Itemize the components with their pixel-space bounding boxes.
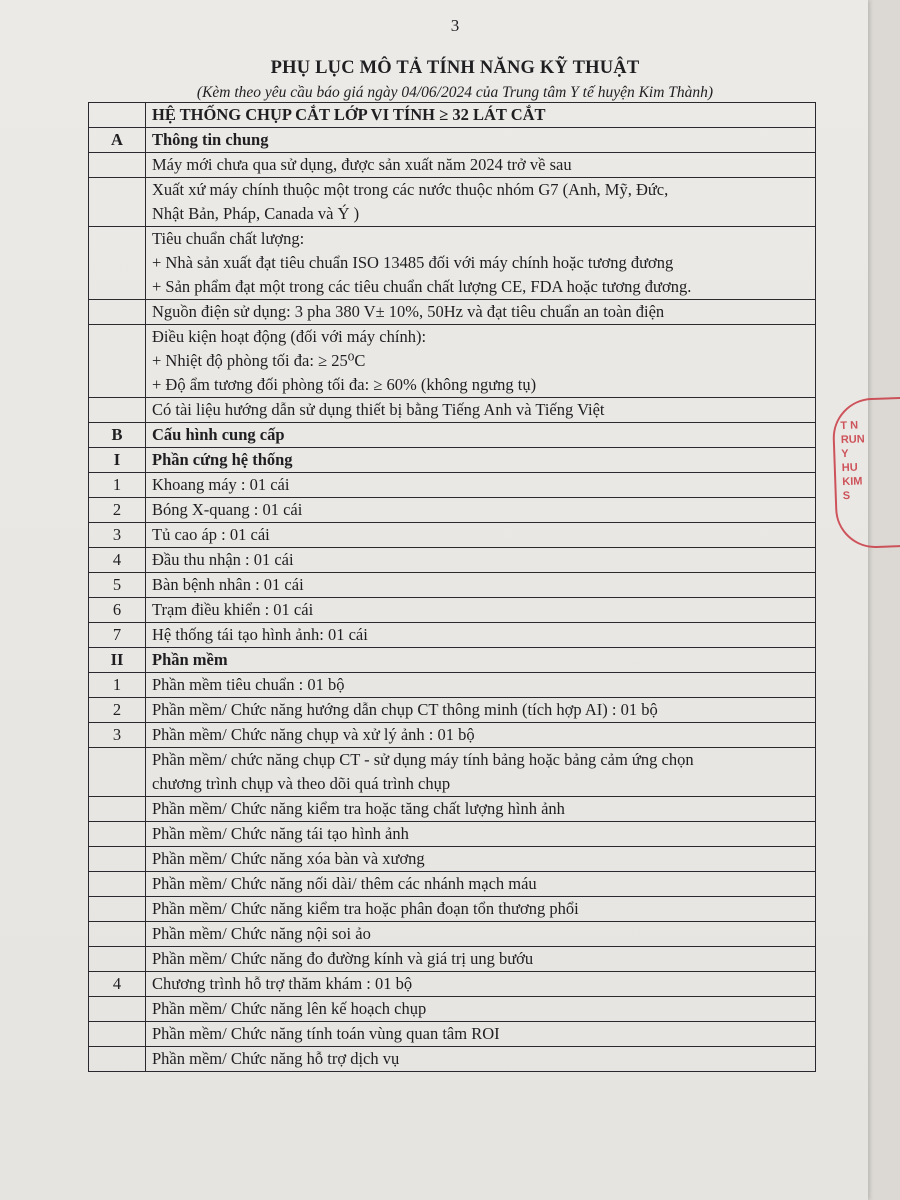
stamp-text-line: RUN bbox=[840, 433, 865, 447]
row-index-cell bbox=[89, 300, 146, 325]
row-description-cell: Phần mềm tiêu chuẩn : 01 bộ bbox=[146, 673, 816, 698]
row-index-cell bbox=[89, 153, 146, 178]
table-row bbox=[89, 922, 816, 947]
row-index-cell bbox=[89, 325, 146, 398]
table-row bbox=[89, 897, 816, 922]
row-description-cell: HỆ THỐNG CHỤP CẮT LỚP VI TÍNH ≥ 32 LÁT CẮT bbox=[146, 103, 816, 128]
table-row bbox=[89, 153, 816, 178]
table-row bbox=[89, 648, 816, 673]
row-index-cell bbox=[89, 1022, 146, 1047]
row-description-cell: Bóng X-quang : 01 cái bbox=[146, 498, 816, 523]
table-row bbox=[89, 523, 816, 548]
table-row bbox=[89, 227, 816, 300]
row-index-cell bbox=[89, 748, 146, 797]
row-index-cell: 3 bbox=[89, 523, 146, 548]
row-description-cell: Phần mềm/ Chức năng xóa bàn và xương bbox=[146, 847, 816, 872]
row-description-cell: Nguồn điện sử dụng: 3 pha 380 V± 10%, 50Hz và đạt tiêu chuẩn an toàn điện bbox=[146, 300, 816, 325]
row-index-cell bbox=[89, 922, 146, 947]
table-row bbox=[89, 473, 816, 498]
row-index-cell: A bbox=[89, 128, 146, 153]
stamp-text-line: S bbox=[842, 489, 851, 503]
row-index-cell bbox=[89, 797, 146, 822]
row-description-cell: Phần mềm/ Chức năng tính toán vùng quan tâm ROI bbox=[146, 1022, 816, 1047]
table-row bbox=[89, 972, 816, 997]
row-description-cell: Phần mềm/ Chức năng hướng dẫn chụp CT thông minh (tích hợp AI) : 01 bộ bbox=[146, 698, 816, 723]
row-index-cell: 3 bbox=[89, 723, 146, 748]
page-number: 3 bbox=[450, 16, 460, 35]
row-description-cell: Hệ thống tái tạo hình ảnh: 01 cái bbox=[146, 623, 816, 648]
row-description-cell: Chương trình hỗ trợ thăm khám : 01 bộ bbox=[146, 972, 816, 997]
row-index-cell: 5 bbox=[89, 573, 146, 598]
row-index-cell: 6 bbox=[89, 598, 146, 623]
row-description-cell: Phần mềm/ Chức năng kiểm tra hoặc tăng chất lượng hình ảnh bbox=[146, 797, 816, 822]
document-title: PHỤ LỤC MÔ TẢ TÍNH NĂNG KỸ THUẬT bbox=[270, 58, 640, 78]
row-description-cell: Phần cứng hệ thống bbox=[146, 448, 816, 473]
row-index-cell: 1 bbox=[89, 473, 146, 498]
row-description-cell: Phần mềm/ chức năng chụp CT - sử dụng máy tính bảng hoặc bảng cảm ứng chọn chương trình chụp và theo dõi quá trình chụp bbox=[146, 748, 816, 797]
row-index-cell: 2 bbox=[89, 698, 146, 723]
row-description-cell: Điều kiện hoạt động (đối với máy chính): + Nhiệt độ phòng tối đa: ≥ 25⁰C + Độ ẩm tương đối phòng tối đa: ≥ 60% (không ngưng tụ) bbox=[146, 325, 816, 398]
table-row bbox=[89, 548, 816, 573]
row-description-cell: Khoang máy : 01 cái bbox=[146, 473, 816, 498]
table-row bbox=[89, 623, 816, 648]
row-description-cell: Thông tin chung bbox=[146, 128, 816, 153]
table-row bbox=[89, 498, 816, 523]
row-index-cell: 7 bbox=[89, 623, 146, 648]
table-row bbox=[89, 573, 816, 598]
row-description-cell: Phần mềm/ Chức năng hỗ trợ dịch vụ bbox=[146, 1047, 816, 1072]
row-index-cell bbox=[89, 1047, 146, 1072]
table-row bbox=[89, 797, 816, 822]
row-index-cell bbox=[89, 227, 146, 300]
row-index-cell: 4 bbox=[89, 548, 146, 573]
table-row bbox=[89, 128, 816, 153]
row-index-cell: II bbox=[89, 648, 146, 673]
table-row bbox=[89, 698, 816, 723]
row-description-cell: Cấu hình cung cấp bbox=[146, 423, 816, 448]
spec-table bbox=[88, 102, 816, 1072]
table-row bbox=[89, 325, 816, 398]
table-row bbox=[89, 723, 816, 748]
table-row bbox=[89, 673, 816, 698]
row-description-cell: Đầu thu nhận : 01 cái bbox=[146, 548, 816, 573]
row-description-cell: Máy mới chưa qua sử dụng, được sản xuất năm 2024 trở về sau bbox=[146, 153, 816, 178]
stamp-text-line: Y bbox=[841, 447, 849, 461]
row-index-cell bbox=[89, 398, 146, 423]
row-description-cell: Phần mềm/ Chức năng chụp và xử lý ảnh : 01 bộ bbox=[146, 723, 816, 748]
row-index-cell: B bbox=[89, 423, 146, 448]
row-description-cell: Phần mềm/ Chức năng kiểm tra hoặc phân đoạn tổn thương phổi bbox=[146, 897, 816, 922]
row-index-cell bbox=[89, 178, 146, 227]
row-index-cell: 2 bbox=[89, 498, 146, 523]
row-description-cell: Xuất xứ máy chính thuộc một trong các nước thuộc nhóm G7 (Anh, Mỹ, Đức, Nhật Bản, Pháp, Canada và Ý ) bbox=[146, 178, 816, 227]
table-row bbox=[89, 997, 816, 1022]
row-index-cell bbox=[89, 947, 146, 972]
row-description-cell: Tủ cao áp : 01 cái bbox=[146, 523, 816, 548]
table-row bbox=[89, 822, 816, 847]
row-index-cell: 4 bbox=[89, 972, 146, 997]
stamp-text-line: T N bbox=[840, 419, 859, 433]
stamp-text-line: HU bbox=[841, 461, 858, 475]
table-row bbox=[89, 872, 816, 897]
spec-table-body bbox=[89, 103, 816, 1072]
row-description-cell: Phần mềm/ Chức năng nội soi ảo bbox=[146, 922, 816, 947]
row-description-cell: Bàn bệnh nhân : 01 cái bbox=[146, 573, 816, 598]
table-row bbox=[89, 1022, 816, 1047]
table-row bbox=[89, 598, 816, 623]
table-row bbox=[89, 178, 816, 227]
row-description-cell: Có tài liệu hướng dẫn sử dụng thiết bị bằng Tiếng Anh và Tiếng Việt bbox=[146, 398, 816, 423]
row-index-cell bbox=[89, 103, 146, 128]
table-row bbox=[89, 847, 816, 872]
row-index-cell: I bbox=[89, 448, 146, 473]
row-description-cell: Phần mềm bbox=[146, 648, 816, 673]
row-description-cell: Trạm điều khiển : 01 cái bbox=[146, 598, 816, 623]
table-row bbox=[89, 398, 816, 423]
row-description-cell: Phần mềm/ Chức năng nối dài/ thêm các nhánh mạch máu bbox=[146, 872, 816, 897]
table-row bbox=[89, 1047, 816, 1072]
row-index-cell bbox=[89, 997, 146, 1022]
row-description-cell: Phần mềm/ Chức năng tái tạo hình ảnh bbox=[146, 822, 816, 847]
document-subtitle: (Kèm theo yêu cầu báo giá ngày 04/06/2024 của Trung tâm Y tế huyện Kim Thành) bbox=[196, 84, 714, 101]
table-row bbox=[89, 103, 816, 128]
row-index-cell bbox=[89, 847, 146, 872]
table-row bbox=[89, 423, 816, 448]
row-index-cell bbox=[89, 822, 146, 847]
red-stamp-partial bbox=[831, 397, 900, 550]
table-row bbox=[89, 300, 816, 325]
row-description-cell: Tiêu chuẩn chất lượng: + Nhà sản xuất đạt tiêu chuẩn ISO 13485 đối với máy chính hoặc tương đương + Sản phẩm đạt một trong các tiêu chuẩn chất lượng CE, FDA hoặc tương đương. bbox=[146, 227, 816, 300]
stamp-text-line: KIM bbox=[842, 475, 863, 489]
row-description-cell: Phần mềm/ Chức năng đo đường kính và giá trị ung bướu bbox=[146, 947, 816, 972]
row-index-cell: 1 bbox=[89, 673, 146, 698]
table-row bbox=[89, 448, 816, 473]
table-row bbox=[89, 748, 816, 797]
table-row bbox=[89, 947, 816, 972]
row-index-cell bbox=[89, 872, 146, 897]
row-description-cell: Phần mềm/ Chức năng lên kế hoạch chụp bbox=[146, 997, 816, 1022]
row-index-cell bbox=[89, 897, 146, 922]
